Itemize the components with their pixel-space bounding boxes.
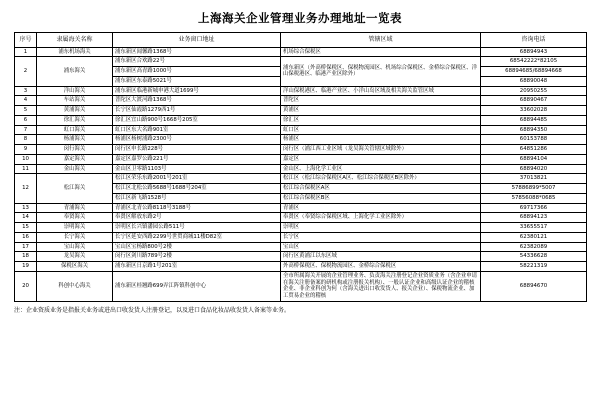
cell-office-name: 车站海关 [37,96,113,106]
table-row [15,232,587,242]
cell-address: 松江区新飞路1528号 [113,193,281,203]
cell-office-name: 黄浦海关 [37,106,113,116]
cell-address: 杨浦区杨树浦路2300号 [113,135,281,145]
cell-no: 6 [15,115,37,125]
cell-area: 闵行区（浦江西工业区域（龙吴海关管辖区域除外） [281,145,481,155]
cell-telephone: 68894020 [481,164,587,174]
cell-telephone: 37013821 [481,174,587,184]
table-row [15,271,587,301]
cell-area: 松江综合保税区B区 [281,193,481,203]
footer-note: 注：企业资质业务是指报关业务或进出口收发货人注册登记，以及进口食品化妆品收发货人备案等业务。 [14,306,291,314]
cell-telephone: 62380121 [481,232,587,242]
cell-telephone: 68542222*82105 [481,57,587,67]
cell-area: 全市所属海关开展的企业管理业务、负责海关注册登记企业资质业务（含企业申请在海关注册备案的研机构或注册报关机构）、一般认证企业和高级认证企业的稽核企业、非企业科创为何（含海关进出口收发货人、报关企业）、保税物流企业、加工贸易企业的稽核 [281,271,481,301]
table-row [15,154,587,164]
cell-address: 崇明区长兴镇潘园公路511号 [113,223,281,233]
cell-no: 13 [15,203,37,213]
cell-no: 17 [15,242,37,252]
cell-area: 奉贤区（奉贤综合保税区域、上海化学工业区除外） [281,213,481,223]
table-row [15,213,587,223]
cell-telephone: 62382089 [481,242,587,252]
cell-area: 机场综合保税区 [281,47,481,57]
column-header-address: 业务窗口地址 [113,33,281,48]
table-row [15,96,587,106]
cell-office-name: 龙吴海关 [37,252,113,262]
cell-area: 黄浦区 [281,106,481,116]
cell-telephone: 69717366 [481,203,587,213]
cell-telephone: 68894943 [481,47,587,57]
table-row [15,242,587,252]
cell-telephone: 54336628 [481,252,587,262]
cell-office-name: 宝山海关 [37,242,113,252]
cell-office-name: 闵行海关 [37,145,113,155]
table-row [15,135,587,145]
column-header-tel: 咨询电话 [481,33,587,48]
cell-area: 普陀区 [281,96,481,106]
cell-address: 嘉定区嘉罗公路221号 [113,154,281,164]
cell-address: 青浦区北青公路8118号3188号 [113,203,281,213]
table-row [15,47,587,57]
cell-no: 4 [15,96,37,106]
cell-area: 金山区、上海化学工业区 [281,164,481,174]
cell-no: 2 [15,57,37,86]
cell-area: 长宁区 [281,232,481,242]
cell-telephone: 68894104 [481,154,587,164]
cell-office-name: 长宁海关 [37,232,113,242]
cell-address: 长宁区延安西路2299号世贸商城11楼D82室 [113,232,281,242]
cell-no: 3 [15,86,37,96]
table-body [15,47,587,301]
column-header-area: 管辖区域 [281,33,481,48]
cell-no: 9 [15,145,37,155]
cell-no: 16 [15,232,37,242]
cell-address: 奉贤区解放东路2号 [113,213,281,223]
cell-area: 松江区（松江综合保税区A区、松江综合保税区B区除外） [281,174,481,184]
cell-area: 嘉定区 [281,154,481,164]
cell-office-name: 浦东机场海关 [37,47,113,57]
cell-telephone: 68890467 [481,96,587,106]
cell-office-name: 金山海关 [37,164,113,174]
cell-office-name: 科创中心海关 [37,271,113,301]
cell-no: 19 [15,262,37,272]
cell-address: 虹口区东大名路901室 [113,125,281,135]
cell-area: 松江综合保税区A区 [281,184,481,194]
cell-address: 长宁区仙霞路1279西1号 [113,106,281,116]
cell-office-name: 浦东海关 [37,57,113,86]
table-row [15,223,587,233]
table-row [15,164,587,174]
cell-address: 松江区荣乐东路2001号201室 [113,174,281,184]
cell-no: 7 [15,125,37,135]
cell-office-name: 嘉定海关 [37,154,113,164]
cell-address: 浦东新区日京路1号201室 [113,262,281,272]
cell-address: 浦东新区合欢路22号 [113,57,281,67]
cell-address: 徐汇区宜山路900号1668号205室 [113,115,281,125]
cell-telephone: 68890048 [481,76,587,86]
cell-address: 浦东新区临港新城申港大道1699号 [113,86,281,96]
cell-telephone: 33602028 [481,106,587,116]
cell-no: 10 [15,154,37,164]
table-row [15,145,587,155]
cell-no: 8 [15,135,37,145]
cell-address: 闵行区剑川路789号2楼 [113,252,281,262]
cell-area: 崇明区 [281,223,481,233]
cell-telephone: 64851286 [481,145,587,155]
cell-no: 14 [15,213,37,223]
cell-office-name: 青浦海关 [37,203,113,213]
cell-no: 5 [15,106,37,116]
cell-area: 青浦区 [281,203,481,213]
cell-office-name: 虹口海关 [37,125,113,135]
cell-area: 洋山保税港区、临港产业区、小洋山岛区域及相关海关监管区域 [281,86,481,96]
cell-telephone: 57886899*5007 [481,184,587,194]
cell-no: 11 [15,164,37,174]
cell-no: 15 [15,223,37,233]
cell-address: 闵行区申长路228号 [113,145,281,155]
cell-no: 20 [15,271,37,301]
cell-office-name: 徐汇海关 [37,115,113,125]
cell-office-name: 杨浦海关 [37,135,113,145]
cell-area: 闵行区黄浦江以东区域 [281,252,481,262]
cell-address: 金山区卫零路1103号 [113,164,281,174]
page-title: 上海海关企业管理业务办理地址一览表 [198,11,402,25]
cell-office-name: 保税区海关 [37,262,113,272]
cell-address: 普陀区大渡河路1368号 [113,96,281,106]
cell-telephone: 60153788 [481,135,587,145]
cell-address: 宝山区宝杨路800号2楼 [113,242,281,252]
cell-no: 1 [15,47,37,57]
cell-telephone: 58221319 [481,262,587,272]
table-row [15,115,587,125]
table-row [15,125,587,135]
cell-area: 浦东新区（外高桥保税区、保税物流园区、机场综合保税区、金桥综合保税区、洋山保税港区、临港产业区除外） [281,57,481,86]
cell-telephone: 68894123 [481,213,587,223]
cell-address: 浦东新区桂翘路699弄江阵镇科创中心 [113,271,281,301]
cell-address: 浦东新区高青路1000号 [113,67,281,77]
cell-telephone: 68894670 [481,271,587,301]
column-header-name: 隶属海关名称 [37,33,113,48]
table-row [15,106,587,116]
column-header-no: 序号 [15,33,37,48]
table-row [15,262,587,272]
table-header-row [15,33,587,48]
table-row [15,174,587,184]
cell-telephone: 20950255 [481,86,587,96]
table-row [15,57,587,67]
cell-no: 12 [15,174,37,203]
cell-office-name: 奉贤海关 [37,213,113,223]
cell-address: 浦东新区闻馨路1368号 [113,47,281,57]
cell-area: 宝山区 [281,242,481,252]
cell-area: 徐汇区 [281,115,481,125]
cell-telephone: 68894350 [481,125,587,135]
cell-area: 虹口区 [281,125,481,135]
cell-area: 杨浦区 [281,135,481,145]
table-row [15,86,587,96]
table-row [15,203,587,213]
cell-telephone: 68894685/68894668 [481,67,587,77]
cell-area: 外高桥保税区、保税物流园区、金桥综合保税区 [281,262,481,272]
cell-telephone: 57856088*0685 [481,193,587,203]
cell-address: 松江区北松公路5688号1688号204室 [113,184,281,194]
table-header [15,33,587,48]
cell-office-name: 洋山海关 [37,86,113,96]
cell-telephone: 68894485 [481,115,587,125]
cell-address: 浦东新区东泰路5021号 [113,76,281,86]
table-row [15,252,587,262]
cell-no: 18 [15,252,37,262]
cell-office-name: 松江海关 [37,174,113,203]
customs-office-table [14,32,587,302]
cell-telephone: 33655517 [481,223,587,233]
cell-office-name: 崇明海关 [37,223,113,233]
